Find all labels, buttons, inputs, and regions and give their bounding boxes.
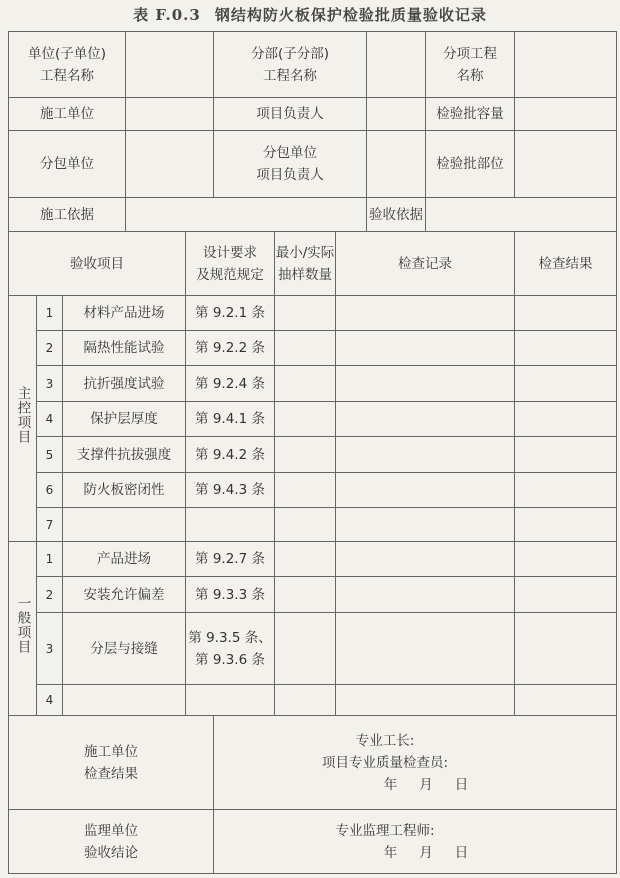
- general-item-no: 4: [37, 685, 63, 716]
- main-item-no: 6: [37, 473, 63, 508]
- record-cell[interactable]: [336, 542, 515, 577]
- main-item-clause: 第 9.4.2 条: [186, 437, 275, 473]
- col-design-header: 设计要求 及规范规定: [186, 232, 275, 296]
- main-item-no: 5: [37, 437, 63, 473]
- constructor-signature-area[interactable]: [214, 716, 617, 810]
- general-item-name[interactable]: [63, 685, 186, 716]
- record-cell[interactable]: [336, 402, 515, 437]
- result-cell[interactable]: [515, 331, 617, 366]
- general-item-clause: 第 9.3.5 条、 第 9.3.6 条: [186, 613, 275, 685]
- main-item-clause: 第 9.2.2 条: [186, 331, 275, 366]
- supervisor-conclusion-label: 监理单位 验收结论: [9, 810, 214, 874]
- manager-value[interactable]: [367, 98, 426, 131]
- main-item-name: 材料产品进场: [63, 296, 186, 331]
- general-group-label: 一般项目: [9, 542, 37, 716]
- record-cell[interactable]: [336, 577, 515, 613]
- col-item-header: 验收项目: [9, 232, 186, 296]
- sample-cell[interactable]: [275, 473, 336, 508]
- position-label: 检验批部位: [426, 131, 515, 198]
- main-item-name[interactable]: [63, 508, 186, 542]
- subcontractor-label: 分包单位: [9, 131, 126, 198]
- constructor-value[interactable]: [126, 98, 214, 131]
- sample-cell[interactable]: [275, 577, 336, 613]
- col-record-header: 检查记录: [336, 232, 515, 296]
- general-item-name: 安装允许偏差: [63, 577, 186, 613]
- main-item-name: 保护层厚度: [63, 402, 186, 437]
- sample-cell[interactable]: [275, 366, 336, 402]
- result-cell[interactable]: [515, 542, 617, 577]
- main-item-name: 隔热性能试验: [63, 331, 186, 366]
- record-cell[interactable]: [336, 508, 515, 542]
- main-item-clause: 第 9.2.4 条: [186, 366, 275, 402]
- acceptance-basis-value[interactable]: [426, 198, 617, 232]
- main-item-no: 2: [37, 331, 63, 366]
- acceptance-record-table: [8, 31, 617, 874]
- record-cell[interactable]: [336, 296, 515, 331]
- project-name-value[interactable]: [126, 32, 214, 98]
- record-cell[interactable]: [336, 437, 515, 473]
- sample-cell[interactable]: [275, 402, 336, 437]
- sub-manager-value[interactable]: [367, 131, 426, 198]
- general-item-name: 分层与接缝: [63, 613, 186, 685]
- col-result-header: 检查结果: [515, 232, 617, 296]
- result-cell[interactable]: [515, 437, 617, 473]
- main-item-no: 1: [37, 296, 63, 331]
- sub-project-label: 分部(子分部) 工程名称: [214, 32, 367, 98]
- result-cell[interactable]: [515, 685, 617, 716]
- position-value[interactable]: [515, 131, 617, 198]
- general-item-clause: 第 9.3.3 条: [186, 577, 275, 613]
- foreman-label: 专业工长:: [355, 732, 415, 749]
- engineer-label: 专业监理工程师:: [335, 822, 435, 839]
- general-item-no: 1: [37, 542, 63, 577]
- sub-project-value[interactable]: [367, 32, 426, 98]
- general-item-no: 2: [37, 577, 63, 613]
- date-line[interactable]: 年 月 日: [383, 776, 469, 793]
- main-item-name: 抗折强度试验: [63, 366, 186, 402]
- basis-label: 施工依据: [9, 198, 126, 232]
- item-project-label: 分项工程 名称: [426, 32, 515, 98]
- acceptance-basis-label: 验收依据: [367, 198, 426, 232]
- subcontractor-value[interactable]: [126, 131, 214, 198]
- constructor-label: 施工单位: [9, 98, 126, 131]
- main-item-no: 3: [37, 366, 63, 402]
- result-cell[interactable]: [515, 402, 617, 437]
- sample-cell[interactable]: [275, 542, 336, 577]
- result-cell[interactable]: [515, 473, 617, 508]
- main-item-clause: 第 9.4.3 条: [186, 473, 275, 508]
- sample-cell[interactable]: [275, 437, 336, 473]
- main-item-name: 防火板密闭性: [63, 473, 186, 508]
- main-item-clause: 第 9.2.1 条: [186, 296, 275, 331]
- result-cell[interactable]: [515, 508, 617, 542]
- record-cell[interactable]: [336, 685, 515, 716]
- general-item-clause[interactable]: [186, 685, 275, 716]
- sample-cell[interactable]: [275, 613, 336, 685]
- inspector-label: 项目专业质量检查员:: [321, 754, 449, 771]
- main-item-no: 4: [37, 402, 63, 437]
- date-line[interactable]: 年 月 日: [383, 844, 469, 861]
- main-item-clause: 第 9.4.1 条: [186, 402, 275, 437]
- form-title: [0, 4, 620, 25]
- main-group-label: 主控项目: [9, 296, 37, 542]
- supervisor-signature-area[interactable]: [214, 810, 617, 874]
- capacity-label: 检验批容量: [426, 98, 515, 131]
- result-cell[interactable]: [515, 613, 617, 685]
- table-code: 表 F.0.3: [133, 6, 201, 24]
- general-item-no: 3: [37, 613, 63, 685]
- result-cell[interactable]: [515, 577, 617, 613]
- manager-label: 项目负责人: [214, 98, 367, 131]
- capacity-value[interactable]: [515, 98, 617, 131]
- result-cell[interactable]: [515, 366, 617, 402]
- general-item-clause: 第 9.2.7 条: [186, 542, 275, 577]
- col-sample-header: 最小/实际 抽样数量: [275, 232, 336, 296]
- record-cell[interactable]: [336, 331, 515, 366]
- sub-manager-label: 分包单位 项目负责人: [214, 131, 367, 198]
- general-item-name: 产品进场: [63, 542, 186, 577]
- sample-cell[interactable]: [275, 331, 336, 366]
- sample-cell[interactable]: [275, 508, 336, 542]
- project-name-label: 单位(子单位) 工程名称: [9, 32, 126, 98]
- sample-cell[interactable]: [275, 296, 336, 331]
- item-project-value[interactable]: [515, 32, 617, 98]
- table-title: 钢结构防火板保护检验批质量验收记录: [214, 6, 487, 24]
- main-item-name: 支撑件抗拔强度: [63, 437, 186, 473]
- record-cell[interactable]: [336, 473, 515, 508]
- basis-value[interactable]: [126, 198, 367, 232]
- record-cell[interactable]: [336, 613, 515, 685]
- sample-cell[interactable]: [275, 685, 336, 716]
- record-cell[interactable]: [336, 366, 515, 402]
- result-cell[interactable]: [515, 296, 617, 331]
- main-item-no: 7: [37, 508, 63, 542]
- constructor-check-label: 施工单位 检查结果: [9, 716, 214, 810]
- main-item-clause[interactable]: [186, 508, 275, 542]
